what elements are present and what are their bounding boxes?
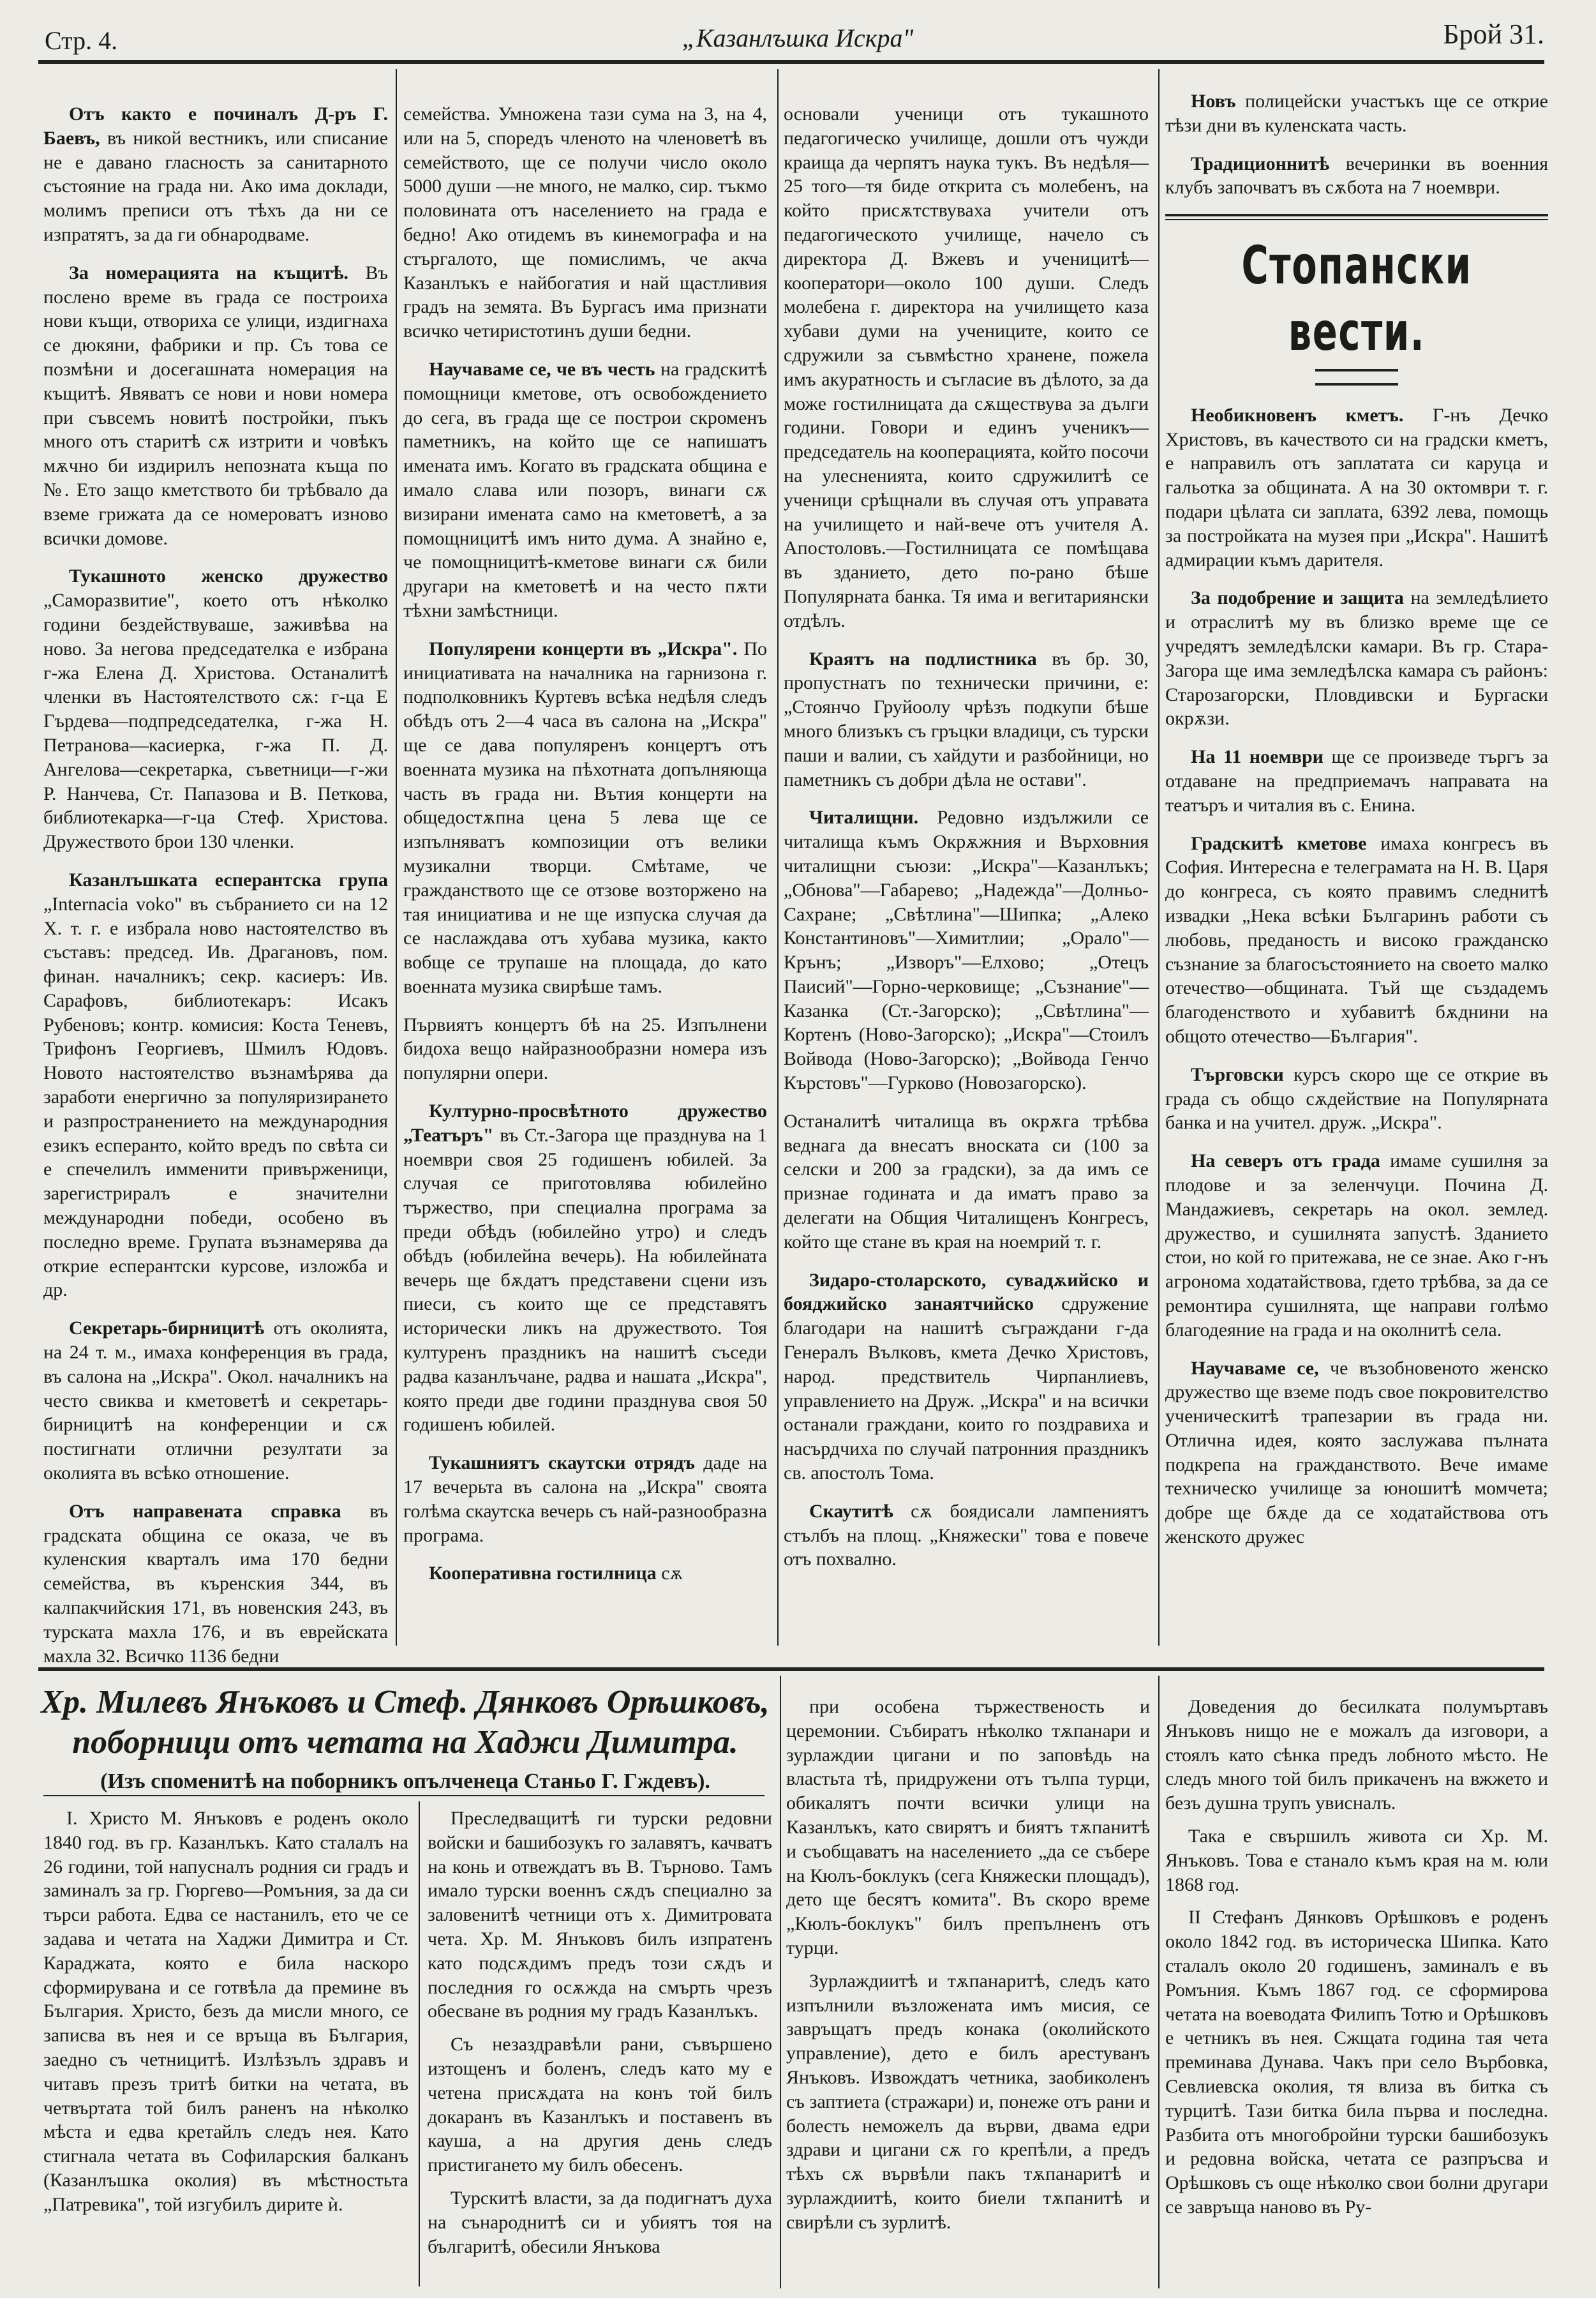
news-item-text: отъ околията, на 24 т. м., имаха конференция въ града, въ салона на „Искра". Окол. началникъ на често свиква и кметоветѣ и секретарь-бирницитѣ на конференции и сѫ постигнати отлични резултати за околията въ всѣко отношение. (43, 1318, 388, 1484)
news-item-lead: Необикновенъ кметъ. (1191, 404, 1404, 426)
news-item-text: Първиятъ концертъ бѣ на 25. Изпълнени бидоха вещо найразнообразни номера изъ популярни опери. (403, 1014, 767, 1084)
news-item (784, 1109, 1149, 1254)
article-column-4 (1165, 1695, 1548, 2292)
news-item-lead: Зидаро-столарското, сувадѫийско и бояджийско занаятчийско (784, 1269, 1149, 1315)
news-item (1165, 1356, 1548, 1549)
news-item (784, 1268, 1149, 1485)
news-item (43, 1499, 388, 1669)
news-item-text: даде на 17 вечерьта въ салона на „Искра" своята голѣма скаутска вечерь съ най-разнообразна програма. (403, 1452, 767, 1546)
news-item-lead: Тукашното женско дружество (69, 566, 388, 587)
column-3 (784, 102, 1149, 1647)
news-item (1165, 745, 1548, 817)
issue-number: Брой 31. (1443, 19, 1544, 50)
news-item-text: имаха конгресъ въ София. Интересна е телеграмата на Н. В. Царя до конгреса, съ която правимъ следнитѣ извадки „Нека всѣки Българинъ работи съ любовь, преданость и високо гражданско съзнание за благосъстоянието на своето малко отечество—общината. Тъй ще създадемъ благоденството и хубавитѣ бѫднини на общото отечество—България". (1165, 832, 1548, 1047)
section-header (1165, 233, 1548, 386)
news-item-lead: Краятъ на подлистника (809, 648, 1037, 670)
news-item-text: По инициативата на началника на гарнизона г. подполковникъ Куртевъ всѣка недѣля следъ обѣдъ отъ 2—4 часа въ салона на „Искра" ще се дава популяренъ концертъ отъ военната музика на пѣхотната допълняюща часть въ града ни. Вътия концерти на общедостѫпна цена 5 лева ще се изпълняватъ композиции отъ велики музикални творци. Смѣтаме, че гражданството ще се отзове возторжено на тая инициатива и не ще изпуска случая да се наслаждава отъ хубава музика, както вобще се трупаше на площада, до като военната музика свирѣше тамъ. (403, 638, 768, 997)
news-item (43, 564, 388, 854)
article-subtitle: (Изъ споменитѣ на поборникъ опълченеца Станьо Г. Гждевъ). (100, 1769, 710, 1793)
news-item-lead: Новъ (1191, 91, 1236, 112)
ornament-divider (1315, 369, 1398, 386)
news-item-text: основали ученици отъ тукашното педагогическо училище, дошли отъ чужди краища да черпятъ наука тукъ. Въ недѣля—25 того—тя биде открита съ молебенъ, на който присѫтствуваха учители отъ педагогическото училище, начело съ директора Д. Вжевъ и ученицитѣ—кооператори—около 100 души. Следъ молебена г. директора на училището каза хубави думи на учениците, които се сдружили за съвмѣстно хранене, пожела имъ акуратность и съгласие въ дѣлото, за да може гостилницата да сѫществува за дълги години. Говори и единъ ученикъ—председатель на кооперацията, който посочи на улесненията, които сдружилитѣ се ученици срѣщнали въ случая отъ управата на училището и най-вече отъ учителя А. Апостоловъ.—Гостилницата се помѣщава въ зданието, дето по-рано бѣше Популярната банка. Тя има и вегитариянски отдѣлъ. (784, 103, 1149, 631)
article-rule (38, 1667, 1544, 1671)
news-item (1165, 832, 1548, 1049)
news-item-text: Въ послено време въ града се построиха нови къщи, отвориха се улици, издигнаха се дюкяни, фабрики и пр. Съ това се позмѣни и досегашната номерация на къщитѣ. Явяватъ се нови и нови номера при съвсемъ новитѣ постройки, пъкъ много отъ старитѣ сѫ изтрити и човѣкъ мѫчно би издирилъ непозната къща по №. Ето защо кметството би трѣбвало да вземе грижата да се номероватъ изново всички домове. (43, 262, 388, 549)
article-column-2 (428, 1806, 772, 2292)
article-column-3 (786, 1695, 1150, 2292)
article-paragraph: II Стефанъ Дянковъ Орѣшковъ е роденъ около 1842 год. въ историческа Шипка. Като сталалъ около 20 годишенъ, заминалъ е въ Ромъния. Къмъ 1867 год. се сформирова четата на воеводата Филипъ Тотю и Орѣшковъ е четникъ въ нея. Сжщата година тая чета преминава Дунава. Чакъ при село Върбовка, Севлиевска околия, тя влизa въ битка съ турцитѣ. Тази битка била първа и последна. Разбита отъ многобройни турски башибозукъ и редовна войска, четата се разпръсва и Орѣшковъ съ още нѣколко свои болни другари се завръща наново въ Ру- (1165, 1907, 1548, 2218)
column-divider (1158, 69, 1160, 1646)
news-item-lead: Научаваме се, че въ честь (429, 358, 655, 380)
news-item (43, 102, 388, 247)
news-item-text: Останалитѣ читалища въ окрѫга трѣбва веднага да внесатъ вноската си (100 за селски и 200 за градски), за да имъ се признае годината и да иматъ право за делегати на Общия Читалищенъ Конгресъ, който ще стане въ края на ноемрий т. г. (784, 1110, 1149, 1252)
page-number: Стр. 4. (45, 26, 118, 55)
column-divider (396, 69, 397, 1646)
article-paragraph: Преследващитѣ ги турски редовни войски и башибозукъ го залавятъ, качватъ на конь и отвеждатъ въ В. Търново. Тамъ имало турски военнъ сѫдъ специално за заловенитѣ четници отъ х. Димитровата чета. Хр. М. Янъковъ билъ изпратенъ като подсѫдимъ предъ този сѫдъ и последния го осѫжда на смърть чрезъ обесване въ родния му градъ Казанлъкъ. (428, 1808, 772, 2022)
column-divider (1158, 1676, 1160, 2288)
article-paragraph: Така е свършилъ живота си Хр. М. Янъковъ. Това е станало къмъ края на м. юли 1868 год. (1165, 1825, 1548, 1895)
header-rule (38, 60, 1544, 64)
page-header (38, 14, 1557, 59)
news-item (1165, 152, 1548, 200)
news-item-text: „Internacia voko" въ събранието си на 12 Х. т. г. е избрала ново настоятелство въ съставъ: председ. Ив. Драгановъ, пом. финан. началникъ; секр. касиеръ: Ив. Сарафовъ, библиотекаръ: Исакъ Рубеновъ; контр. комисия: Коста Теневъ, Трифонъ Георгиевъ, Шмилъ Юдовъ. Новото настоятелство възнамѣрява да заработи енергично за популяризирането и разпространението на международния езикъ есперанто, който вредъ по свѣта си е спечелилъ имменити привърженици, зарегистриралъ е значителни международни победи, особено въ последно време. Групата възнамерява да открие есперантски курсове, изложба и др. (43, 893, 388, 1301)
article-header (38, 1682, 772, 1794)
news-item-text: имаме сушилня за плодове и за зеленчуци. Почина Д. Мандажиевъ, секретарь на окол. землед. дружество, и сушилнята запустѣ. Зданието стои, но кой го притежава, не се знае. Ако г-нъ агронома ходатайствова, гдето трѣбва, за да се ремонтира сушилнята, ще направи голѣмо благодеяние на града и на околнитѣ села. (1165, 1150, 1549, 1340)
column-4-bottom (1165, 403, 1548, 1549)
news-item-text: въ бр. 30, пропустнатъ по технически причини, е: „Стоянчо Груйоолу чрѣзъ подкупи бѣше много близъкъ съ гръцки владици, съ турски паши и валии, съ хайдути и разбойници, но паметникъ съ добри дѣла не остави". (784, 648, 1149, 790)
news-item-text: че възобновеното женско дружество ще вземе подъ свое покровителство ученическитѣ трапезарии въ града ни. Отлична идея, която заслужава пълната подкрепа на гражданството. Вече имаме техническо училище за юношитѣ момчета; добре ще бѫде да се ходатайствова отъ женското дружес (1165, 1357, 1549, 1548)
news-item (784, 647, 1149, 792)
news-item-lead: Градскитѣ кметове (1191, 832, 1367, 854)
news-item-lead: На северъ отъ града (1191, 1150, 1380, 1172)
column-2 (403, 102, 767, 1647)
article-paragraph: Турскитѣ власти, за да подигнатъ духа на сънароднитѣ си и убиятъ тоя на българитѣ, обесили Янъкова (428, 2187, 772, 2257)
news-item-lead: На 11 ноември (1191, 746, 1324, 768)
column-divider (777, 69, 779, 1646)
news-item (1165, 403, 1548, 573)
news-item-text: на земледѣлието и отраслитѣ му въ близко време ще се учредятъ земледѣлски камари. Въ гр. Стара-Загора ще има земледѣлска камара съ районъ: Старозагорски, Пловдивски и Бургаски окрѫзи. (1165, 587, 1549, 730)
news-item (403, 637, 767, 999)
news-item-lead: Секретарь-бирницитѣ (69, 1318, 265, 1339)
section-title: Стопански вести. (1241, 236, 1472, 363)
column-divider (780, 1676, 781, 2288)
news-item (403, 1561, 767, 1586)
article-header-rule (43, 1795, 764, 1796)
news-item-lead: Кооперативна гостилница (429, 1563, 657, 1584)
news-item-text: въ никой вестникъ, или списание не е давано гласность за санитарното състояние на града ни. Ако има доклади, молимъ преписи отъ тѣхъ да ни се изпратятъ, за да ги обнародваме. (43, 127, 389, 245)
news-item-lead: Отъ направената справка (69, 1500, 341, 1522)
news-item-lead: Казанлъшката есперантска група (69, 869, 388, 890)
news-item-text: Г-нъ Дечко Христовъ, въ качеството си на градски кметъ, е направилъ отъ заплатата си каруца и гальотка за общината. А на 30 октомври т. г. подари цѣлата си заплата, 6392 лева, помощь за постройката на музея при „Искра". Нашитѣ адмирации къмъ дарителя. (1165, 404, 1548, 571)
news-item (784, 102, 1149, 633)
news-item-lead: Читалищни. (809, 807, 919, 829)
column-4-top (1165, 89, 1548, 200)
news-item-text: сдружение благодари на нашитѣ съграждани г-да Генералъ Вълковъ, кмета Дечко Христовъ, народ. предствитель Чирпанлиевъ, управлението на Друж. „Искра" и на всички останали граждани, които го поздравиха и насърдчиха по случай патронния праздникъ св. апостолъ Тома. (784, 1293, 1149, 1484)
news-item (784, 806, 1149, 1095)
news-item-text: Редовно издължили се читалища къмъ Окрѫжния и Върховния читалищни съюзи: „Искра"—Казанлъкъ; „Обнова"—Габарево; „Надежда"—Долньо-Сахране; „Свѣтлина"—Шипка; „Алеко Константиновъ"—Химитлии; „Орало"—Крънъ; „Изворъ"—Елхово; „Отецъ Паисий"—Горно-черковище; „Съзнание"—Казанка (Ст.-Загорско); „Свѣтлина"—Кортенъ (Ново-Загорско); „Искра"—Стоилъ Войвода (Ново-Загорско); „Войвода Генчо Кърстовъ"—Гурково (Новозагорско). (784, 807, 1149, 1094)
news-item-lead: За номерацията на къщитѣ. (69, 262, 349, 283)
article-paragraph: Зурлаждиитѣ и тѫпанаритѣ, следъ като изпълнили възложената имъ мисия, се завръщатъ предъ конака (околийското управление), дето е билъ арестуванъ Янъковъ. Извождатъ четника, заобиколенъ съ заптиета (стражари) и, понеже отъ рани и болесть неможелъ да върви, двама едри здрави и цигани сѫ го крепѣли, а предъ тѣхъ сѫ вървѣли пакъ тѫпанаритѣ и зурлаждиитѣ, които биели тѫпанитѣ и свирѣли съ зурлитѣ. (786, 1970, 1150, 2233)
news-item-text: на градскитѣ помощници кметове, отъ освобождението до сега, въ града ще се построи скроменъ паметникъ, на който ще се напишатъ имената имъ. Когато въ градската община е имало слава или позоръ, винаги сѫ визирани имената само на кметоветѣ, а за помощницитѣ имъ нито дума. А знайно е, че помощницитѣ-кметове винаги сѫ били другари на кметоветѣ и на често пѫти тѣхни замѣстници. (403, 358, 768, 621)
news-item (1165, 89, 1548, 138)
news-item (43, 261, 388, 551)
article-paragraph: при особена тържественость и церемонии. Събиратъ нѣколко тѫпанари и зурлаждии цигани и по заповѣдь на властьта тѣ, придружени отъ тълпа турци, обикалятъ почти всички улици на Казанлъкъ, като свирятъ и биятъ тѫпанитѣ и съобщаватъ на населението „да се събере на Кюлъ-боклукъ (сега Княжески площадъ), дето ще бесятъ комита". Въ скоро време „Кюлъ-боклукъ" билъ препълненъ отъ турци. (786, 1696, 1150, 1958)
news-item (43, 868, 388, 1302)
article-title: Хр. Милевъ Янъковъ и Стеф. Дянковъ Орѣшковъ, поборници отъ четата на Хаджи Димитра. (41, 1684, 770, 1761)
news-item-text: въ градската община се оказа, че въ куленския кварталъ има 170 бедни семейства, въ къренския 344, въ калпакчийския 171, въ новенския 243, въ турската махла 176, и въ еврейската махла 32. Всичко 1136 бедни (43, 1500, 389, 1667)
news-item-text: вечеринки въ военния клубъ започватъ въ сѫбота на 7 ноември. (1165, 153, 1548, 199)
article-paragraph: I. Христо М. Янъковъ е роденъ около 1840 год. въ гр. Казанлъкъ. Като сталалъ на 26 години, той напусналъ родния си градъ и заминалъ за гр. Гюргево—Ромъния, за да си търси работа. Едва се настанилъ, ето че се задава и четата на Хаджи Димитра и Ст. Караджата, която е била наскоро сформирувана и се готвѣла да премине въ България. Христо, безъ да мисли много, се записва въ нея и се връща въ България, заедно съ четницитѣ. Излѣзълъ здравъ и читавъ презъ тритѣ битки на четата, въ четвъртата той билъ раненъ на нѣколко мѣста и едва кретайлъ следъ нея. Като стигнала четата въ Софиларския балканъ (Казанлъшка околия) въ мѣстностьта „Патревика", той изгубилъ дирите ѝ. (43, 1808, 408, 2215)
news-item-text: въ Ст.-Загора ще празднува на 1 ноември своя 25 годишенъ юбилей. За случая се приготовлява юбилейно тържество, при специална програма за преди обѣдъ (юбилейно утро) и следъ обѣдъ (юбилейна вечерь). На юбилейната вечерь ще бѫдатъ представени сцени изъ пиеси, съ които ще се представятъ исторически ликъ на дружеството. Тоя културенъ праздникъ на нашитѣ съседи радва казанлъчане, радва и нашата „Искра", която преди две години празднува своя 50 годишенъ юбилей. (403, 1124, 767, 1436)
news-item-text: курсъ скоро ще се открие въ града съ общо сѫдействие на Популярната банка и на учител. друж. „Искра". (1165, 1063, 1549, 1134)
news-item (403, 357, 767, 623)
news-item-text: „Саморазвитие", което отъ нѣколко години бездействуваше, заживѣва на ново. За негова председателка е избрана г-жа Елена Д. Христова. Останалитѣ членки въ Настоятелството сѫ: г-ца Е Гърдева—подпредседателка, г-жа Н. Петранова—касиерка, г-жа П. Д. Ангелова—секретарка, съветници—г-жи Р. Нанчева, Ст. Папазова и В. Петкова, библиотекарка—г-ца Стеф. Христова. Дружеството брои 130 членки. (43, 590, 388, 853)
news-item (784, 1499, 1149, 1572)
news-item-lead: Отъ както е починалъ Д-ръ Г. Баевъ, (43, 103, 388, 149)
news-item (1165, 1063, 1548, 1135)
news-item-lead: Културно-просвѣтното дружество „Театъръ" (403, 1100, 767, 1146)
news-item (403, 102, 767, 343)
news-item-lead: Научаваме се, (1191, 1357, 1319, 1379)
article-column-1 (43, 1806, 408, 2292)
news-item (43, 1316, 388, 1485)
column-1 (43, 102, 389, 1667)
news-item (403, 1451, 767, 1547)
news-item (1165, 586, 1548, 731)
news-item-text: семейства. Умножена тази сума на 3, на 4, или на 5, споредъ членото на членоветѣ въ семейството, ще се получи число около 5000 души —не много, не малко, сир. тъкмо половината отъ населението на града е бедно! Ако отидемъ въ кинемографа и на стъргалото, ще помислимъ, че акча Казанлъкъ е найбогатия и най щастливия градъ на земята. Въ Бургасъ има признати всичко четиристотинъ души бедни. (403, 103, 767, 342)
newspaper-title: „Казанлъшка Искра" (682, 24, 914, 52)
news-item-lead: Скаутитѣ (809, 1500, 893, 1522)
news-item-text: полицейски участъкъ ще се открие тѣзи дни въ куленската часть. (1165, 91, 1548, 136)
news-item-lead: Традиционнитѣ (1191, 153, 1330, 174)
news-item-lead: Популярени концерти въ „Искра". (429, 638, 738, 659)
news-item (1165, 1149, 1548, 1342)
column-divider (419, 1801, 420, 2287)
news-item (403, 1013, 767, 1085)
news-item-text: ще се произведе търгъ за отдаване на предприемачъ направата на театъръ и читалия въ с. Енина. (1165, 746, 1549, 816)
news-item (403, 1099, 767, 1437)
news-item-lead: За подобрение и защита (1191, 587, 1404, 609)
section-rule (1165, 214, 1548, 216)
article-paragraph: Съ незаздравѣли рани, съвършено изтощенъ и боленъ, следъ като му е четена присѫдата на конъ той билъ докаранъ въ Казанлъкъ и поставенъ въ кауша, а на другия день следъ пристигането му билъ обесенъ. (428, 2034, 772, 2176)
article-paragraph: Доведения до бесилката полумъртавъ Янъковъ нищо не е можалъ да изговори, а стоялъ като сѣнка предъ лобното мѣсто. Не следъ много той билъ прикаченъ на вжжето и безъ душна трупъ увисналъ. (1165, 1696, 1548, 1814)
column-4 (1165, 89, 1548, 1647)
news-item-lead: Търговски (1191, 1063, 1284, 1085)
news-item-text: сѫ (661, 1563, 683, 1584)
section-rule (1165, 219, 1548, 220)
news-item-lead: Тукашниятъ скаутски отрядъ (429, 1452, 696, 1474)
news-item-text: сѫ боядисали лампениятъ стълбъ на площ. „Княжески" това е повече отъ похвално. (784, 1500, 1149, 1570)
